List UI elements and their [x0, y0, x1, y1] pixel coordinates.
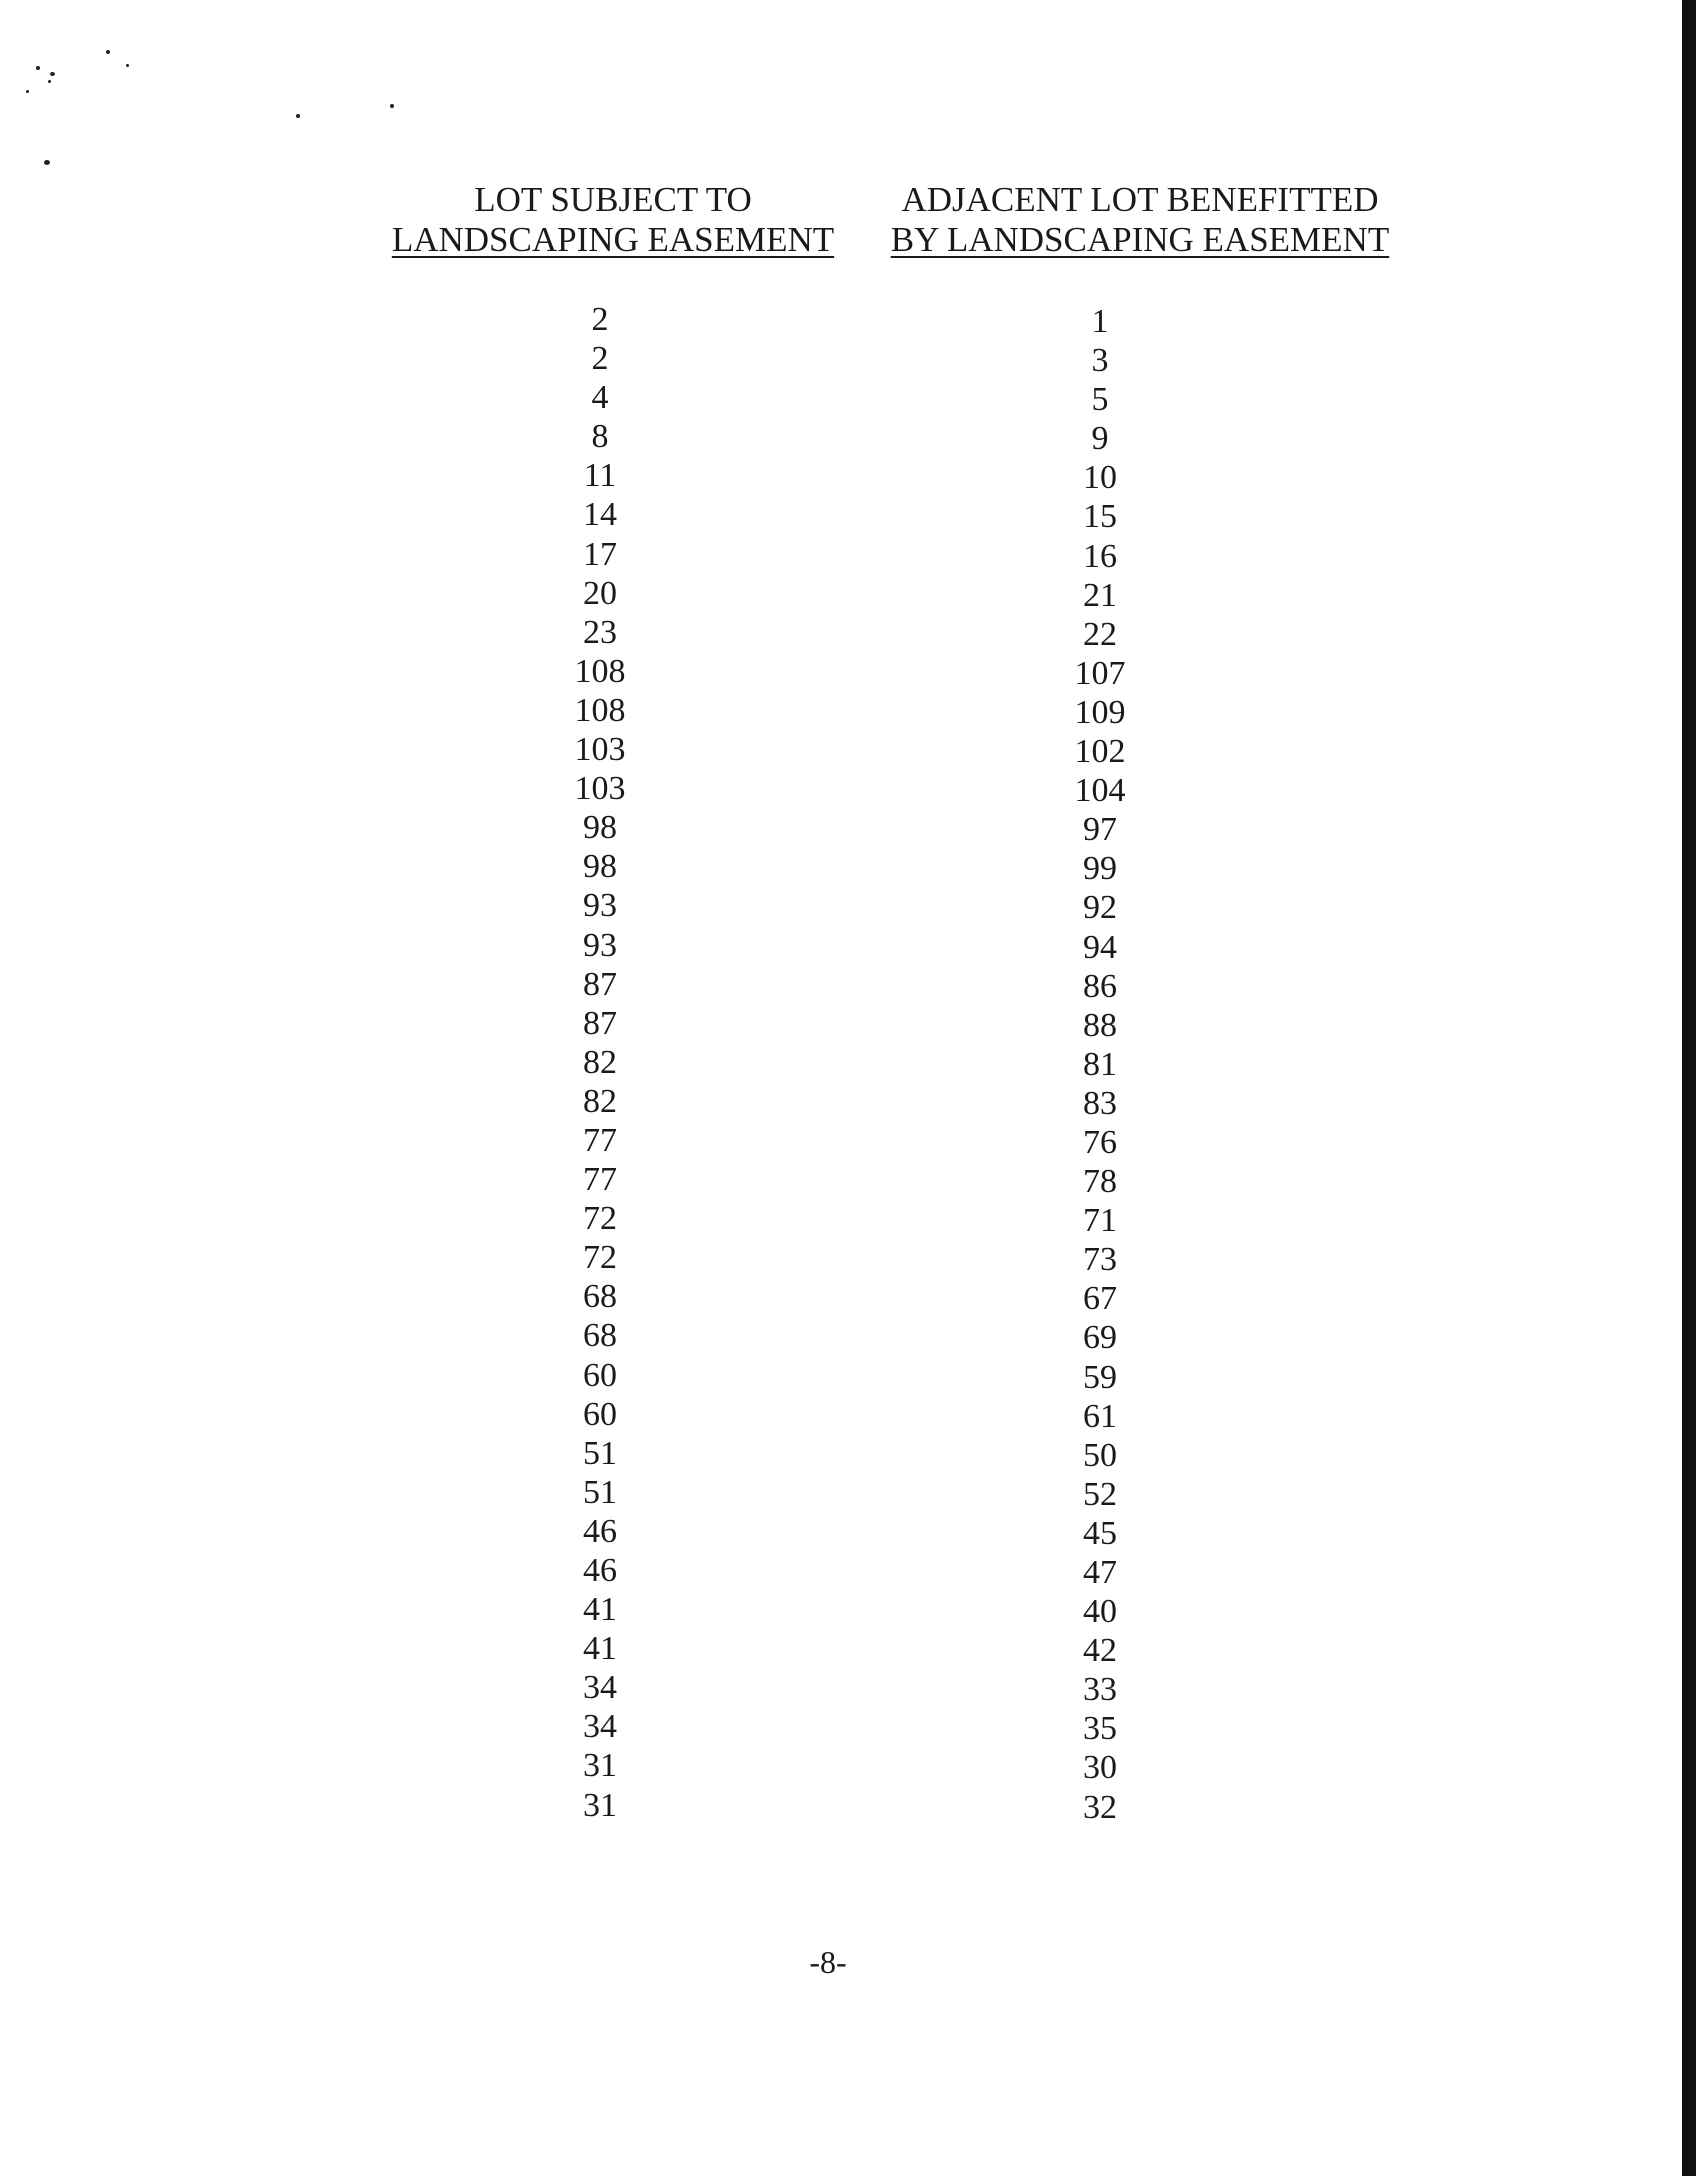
adjacent-lot-cell: 86 [1083, 967, 1117, 1005]
lot-subject-cell: 46 [583, 1552, 617, 1589]
adjacent-lot-cell: 33 [1083, 1671, 1117, 1709]
lot-subject-cell: 60 [583, 1356, 617, 1394]
lot-subject-cell: 34 [583, 1708, 617, 1746]
lot-subject-cell: 82 [583, 1082, 617, 1120]
adjacent-lot-cell: 59 [1083, 1358, 1117, 1396]
scan-speck [26, 90, 29, 93]
adjacent-lot-cell: 9 [1091, 420, 1109, 458]
lot-subject-cell: 98 [583, 809, 617, 847]
lot-subject-cell: 82 [583, 1043, 617, 1081]
scan-speck [44, 160, 50, 165]
lot-subject-cell: 87 [583, 965, 617, 1003]
lot-subject-cell: 98 [583, 848, 617, 886]
adjacent-lot-cell: 22 [1083, 615, 1117, 653]
adjacent-lot-cell: 32 [1083, 1788, 1117, 1826]
lot-subject-cell: 108 [574, 691, 626, 729]
lot-subject-cell: 108 [574, 652, 626, 690]
adjacent-lot-cell: 81 [1083, 1045, 1117, 1083]
adjacent-lot-cell: 104 [1074, 772, 1126, 810]
lot-subject-cell: 14 [583, 496, 617, 534]
column-header-lot-subject-line2: LANDSCAPING EASEMENT [391, 220, 835, 259]
lot-subject-cell: 77 [583, 1121, 617, 1159]
scan-speck [48, 80, 51, 83]
lot-subject-cell: 68 [583, 1317, 617, 1355]
adjacent-lot-cell: 61 [1083, 1397, 1117, 1435]
adjacent-lot-cell: 47 [1083, 1554, 1117, 1591]
lot-subject-cell: 4 [591, 379, 609, 417]
scan-speck [126, 64, 129, 67]
adjacent-lot-cell: 109 [1074, 693, 1126, 731]
adjacent-lot-cell: 52 [1083, 1475, 1117, 1513]
lot-subject-cell: 68 [583, 1278, 617, 1316]
column-header-lot-subject [382, 180, 844, 260]
lot-subject-cell: 20 [583, 574, 617, 612]
lot-subject-cell: 31 [583, 1747, 617, 1785]
column-header-adjacent-lot-line2: BY LANDSCAPING EASEMENT [890, 220, 1390, 259]
adjacent-lot-column [1040, 302, 1160, 1827]
lot-subject-cell: 93 [583, 887, 617, 925]
adjacent-lot-cell: 97 [1083, 811, 1117, 849]
adjacent-lot-cell: 92 [1083, 889, 1117, 927]
column-header-adjacent-lot [880, 180, 1400, 260]
adjacent-lot-cell: 69 [1083, 1319, 1117, 1357]
adjacent-lot-cell: 102 [1074, 733, 1126, 771]
adjacent-lot-cell: 71 [1083, 1202, 1117, 1240]
adjacent-lot-cell: 73 [1083, 1241, 1117, 1279]
scan-speck [296, 114, 300, 118]
page-number: -8- [809, 1944, 847, 1980]
adjacent-lot-cell: 45 [1083, 1514, 1117, 1552]
adjacent-lot-cell: 42 [1083, 1632, 1117, 1670]
adjacent-lot-cell: 5 [1091, 381, 1109, 419]
lot-subject-cell: 31 [583, 1786, 617, 1824]
adjacent-lot-cell: 99 [1083, 850, 1117, 888]
scan-speck [50, 72, 55, 76]
lot-subject-cell: 41 [583, 1591, 617, 1629]
lot-subject-cell: 2 [591, 301, 609, 338]
adjacent-lot-cell: 3 [1091, 342, 1109, 380]
adjacent-lot-cell: 1 [1091, 303, 1109, 340]
adjacent-lot-cell: 88 [1083, 1006, 1117, 1044]
adjacent-lot-cell: 21 [1083, 576, 1117, 614]
adjacent-lot-cell: 67 [1083, 1280, 1117, 1318]
lot-subject-column [540, 300, 660, 1825]
lot-subject-cell: 2 [591, 340, 609, 378]
adjacent-lot-cell: 10 [1083, 459, 1117, 497]
lot-subject-cell: 23 [583, 613, 617, 651]
scan-speck [390, 104, 394, 108]
scan-speck [36, 66, 40, 70]
adjacent-lot-cell: 16 [1083, 537, 1117, 575]
adjacent-lot-cell: 83 [1083, 1084, 1117, 1122]
lot-subject-cell: 51 [583, 1473, 617, 1511]
lot-subject-cell: 77 [583, 1161, 617, 1199]
adjacent-lot-cell: 35 [1083, 1710, 1117, 1748]
lot-subject-cell: 72 [583, 1239, 617, 1277]
adjacent-lot-cell: 15 [1083, 498, 1117, 536]
lot-subject-cell: 72 [583, 1200, 617, 1238]
scan-speck [106, 50, 110, 54]
lot-subject-cell: 17 [583, 535, 617, 573]
scan-edge-shadow [1682, 0, 1696, 2176]
lot-subject-cell: 60 [583, 1395, 617, 1433]
column-header-lot-subject-line1: LOT SUBJECT TO [474, 180, 752, 219]
lot-subject-cell: 11 [583, 457, 617, 495]
adjacent-lot-cell: 107 [1074, 654, 1126, 692]
lot-subject-cell: 51 [583, 1434, 617, 1472]
adjacent-lot-cell: 40 [1083, 1593, 1117, 1631]
lot-subject-cell: 87 [583, 1004, 617, 1042]
adjacent-lot-cell: 94 [1083, 928, 1117, 966]
lot-subject-cell: 93 [583, 926, 617, 964]
lot-subject-cell: 103 [574, 770, 626, 808]
column-header-adjacent-lot-line1: ADJACENT LOT BENEFITTED [901, 180, 1379, 219]
lot-subject-cell: 41 [583, 1630, 617, 1668]
adjacent-lot-cell: 50 [1083, 1436, 1117, 1474]
lot-subject-cell: 103 [574, 731, 626, 769]
adjacent-lot-cell: 76 [1083, 1123, 1117, 1161]
lot-subject-cell: 8 [591, 418, 609, 456]
adjacent-lot-cell: 30 [1083, 1749, 1117, 1787]
adjacent-lot-cell: 78 [1083, 1163, 1117, 1201]
lot-subject-cell: 34 [583, 1669, 617, 1707]
lot-subject-cell: 46 [583, 1512, 617, 1550]
